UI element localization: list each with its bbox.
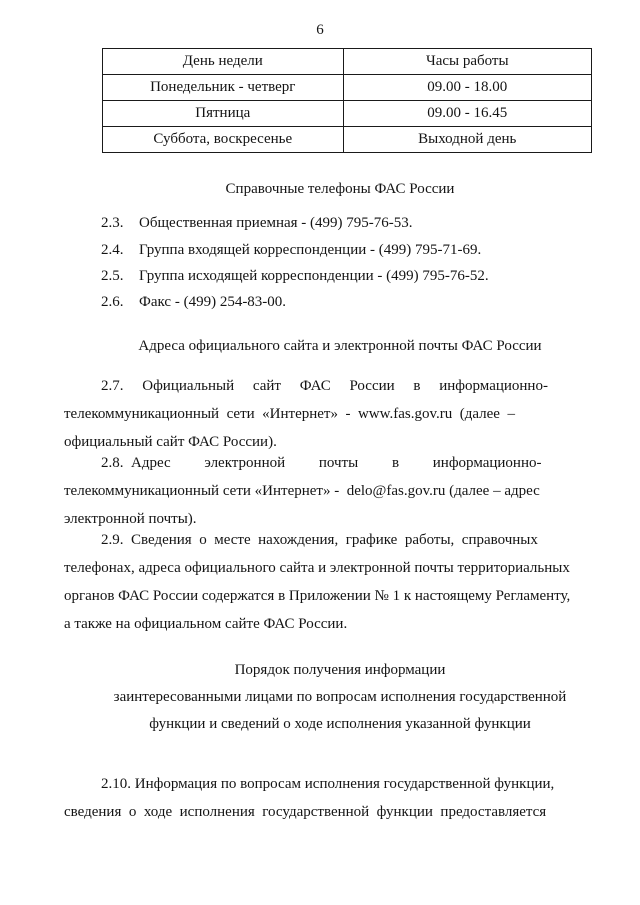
item-text: Группа входящей корреспонденции - (499) 795-71-69. [139,242,482,258]
schedule-table [102,48,592,153]
item-number: 2.3. [101,215,124,231]
paragraph-line: а также на официальном сайте ФАС России. [64,616,348,632]
paragraph-line: телефонах, адреса официального сайта и электронной почты территориальных [64,560,570,576]
item-number: 2.4. [101,242,124,258]
table-row [103,75,592,101]
paragraph-line: официальный сайт ФАС России). [64,434,277,450]
list-item [101,294,286,311]
list-item [101,268,489,285]
paragraph-line: 2.9. Сведения о месте нахождения, графике работы, справочных [101,532,538,548]
paragraph-line: 2.8. Адрес электронной почты в информационно- [101,455,542,471]
item-text: Общественная приемная - (499) 795-76-53. [139,215,413,231]
paragraph-line: 2.7. Официальный сайт ФАС России в информационно- [101,378,548,394]
paragraph-2-10 [64,770,582,826]
table-header-row [103,49,592,75]
paragraph-2-8 [64,449,582,533]
paragraph-line: телекоммуникационный сети «Интернет» - www.fas.gov.ru (далее – [64,406,515,422]
procedure-heading-line: функции и сведений о ходе исполнения указанной функции [149,716,531,732]
paragraph-line: телекоммуникационный сети «Интернет» - delo@fas.gov.ru (далее – адрес [64,483,540,499]
paragraph-line: 2.10. Информация по вопросам исполнения государственной функции, [101,776,555,792]
paragraph-2-7 [64,372,582,456]
table-cell-hours: 09.00 - 16.45 [343,101,591,127]
column-header-hours: Часы работы [343,49,591,75]
paragraph-line: сведения о ходе исполнения государственной функции предоставляется [64,804,547,820]
table-cell-day: Суббота, воскресенье [103,127,344,153]
table-row [103,127,592,153]
table-cell-day: Понедельник - четверг [103,75,344,101]
column-header-day: День недели [103,49,344,75]
page-number: 6 [316,22,324,38]
procedure-heading-line: Порядок получения информации [234,662,446,678]
phones-heading: Справочные телефоны ФАС России [225,181,455,197]
addresses-heading: Адреса официального сайта и электронной почты ФАС России [138,338,542,354]
paragraph-line: органов ФАС России содержатся в Приложении № 1 к настоящему Регламенту, [64,588,571,604]
item-number: 2.6. [101,294,124,310]
paragraph-2-9 [64,526,582,638]
paragraph-line: электронной почты). [64,511,197,527]
table-row [103,101,592,127]
table-cell-hours: Выходной день [343,127,591,153]
list-item [101,242,481,259]
item-text: Факс - (499) 254-83-00. [139,294,287,310]
item-text: Группа исходящей корреспонденции - (499) 795-76-52. [139,268,489,284]
table-cell-day: Пятница [103,101,344,127]
table-cell-hours: 09.00 - 18.00 [343,75,591,101]
procedure-heading-line: заинтересованными лицами по вопросам исполнения государственной [113,689,567,705]
list-item [101,215,413,232]
item-number: 2.5. [101,268,124,284]
